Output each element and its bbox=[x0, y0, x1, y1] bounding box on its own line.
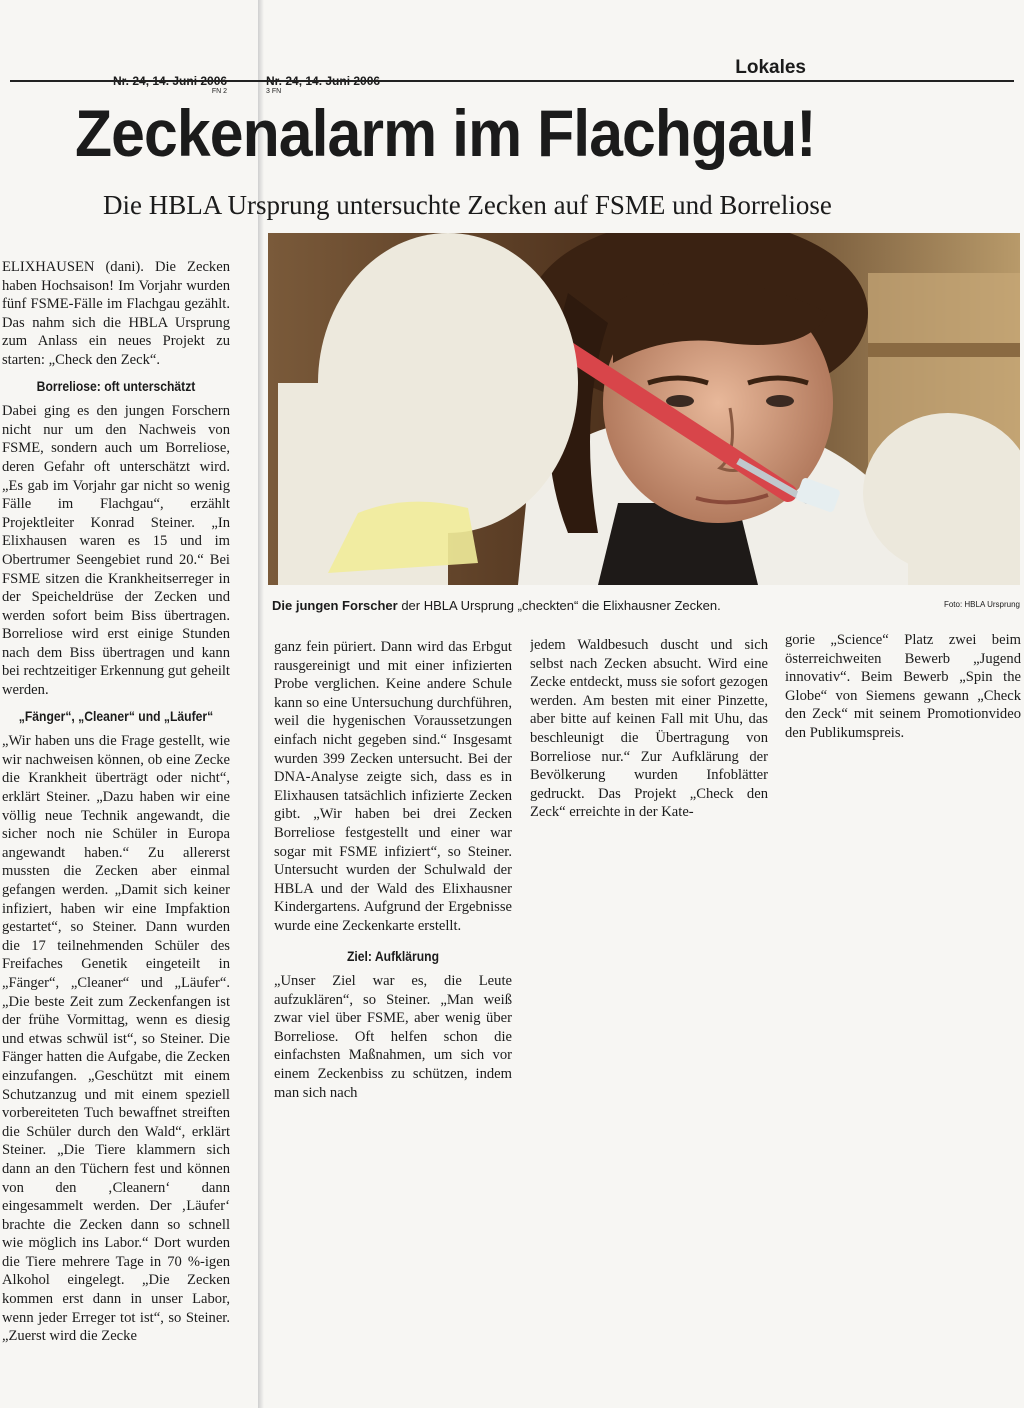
subheading-borreliose: Borreliose: oft unterschätzt bbox=[36, 378, 196, 394]
subheadline: Die HBLA Ursprung untersuchte Zecken auf FSME und Borreliose bbox=[103, 190, 832, 220]
photo-caption bbox=[272, 598, 721, 613]
intro-paragraph: ELIXHAUSEN (dani). Die Zecken haben Hochsaison! Im Vorjahr wurden fünf FSME-Fälle im Flachgau gezählt. Das nahm sich die HBLA Ursprung zum Anlass ein neues Projekt zu starten: „Check den Zeck“. bbox=[2, 259, 230, 368]
header-rule bbox=[10, 80, 1014, 82]
column-1 bbox=[2, 258, 230, 1408]
left-issue-header bbox=[113, 74, 227, 95]
column-3 bbox=[530, 636, 768, 856]
right-page-code: 3 FN bbox=[266, 88, 282, 95]
caption-text: der HBLA Ursprung „checkten“ die Elixhausner Zecken. bbox=[397, 598, 721, 613]
column-4 bbox=[785, 631, 1021, 741]
paragraph-analysis: ganz fein püriert. Dann wird das Erbgut rausgereinigt und mit einer infizierten Probe verglichen. Keine andere Schule kann so eine Untersuchung durchführen, weil die hygenischen Voraussetzungen einfach nicht gegeben sind.“ Insgesamt wurden 399 Zecken untersucht. Bei der DNA-Analyse zeigte sich, dass es in Elixhausen tatsächlich infizierte Zecken gibt. „Wir haben bei drei Zecken Borreliose festgestellt und einer war sogar mit FSME infiziert“, so Steiner. Untersucht wurden der Schulwald der HBLA und der Wald des Elixhausner Kindergartens. Aufgrund der Ergebnisse wurde eine Zeckenkarte erstellt. bbox=[274, 639, 512, 934]
paragraph-borreliose: Dabei ging es den jungen Forschern nicht nur um den Nachweis von FSME, sondern auch um Borreliose, deren Gefahr oft unterschätzt wird. „Es gab im Vorjahr gar nicht so wenig Fälle im Flachgau“, erzählt Projektleiter Konrad Steiner. „In Elixhausen waren es 15 und im Obertrumer Seengebiet rund 20.“ Bei FSME sitzen die Krankheitserreger in der Speicheldrüse der Zecken und werden sofort beim Biss übertragen. Borreliose wird erst einige Stunden nach dem Biss übertragen und kann bei rechtzeitiger Erkennung gut geheilt werden. bbox=[2, 403, 230, 699]
right-issue-header bbox=[266, 74, 380, 95]
subheading-aufklaerung: Ziel: Aufklärung bbox=[346, 948, 440, 964]
researcher-pipette-illustration bbox=[268, 233, 1020, 585]
paragraph-faenger: „Wir haben uns die Frage gestellt, wie wir nachweisen können, ob eine Zecke die Krankheit überträgt oder nicht“, erklärt Steiner. „Dazu haben wir eine völlig neue Technik angewandt, die sicher noch nie Schüler in Europa angewandt haben.“ Zu allererst mussten die Zecken aber einmal gefangen werden. „Damit sich keiner infiziert, haben wir eine Impfaktion gestartet“, so Steiner. Dann wurden die 17 teilnehmenden Schüler des Freifaches Genetik eingeteilt in „Fänger“, „Cleaner“ und „Läufer“. „Die beste Zeit zum Zeckenfangen ist der frühe Vormittag, wenn es diesig und etwas schwül ist“, so Steiner. Die Fänger hatten die Aufgabe, die Zecken einzufangen. „Geschützt mit einem Schutzanzug und mit einem speziell vorbereiteten Tuch bewaffnet streiften die Schüler durch den Wald“, erklärt Steiner. „Die Tiere klammern sich dann an den Tüchern fest und können von den ‚Cleanern‘ dann eingesammelt werden. Der ‚Läufer‘ brachte die Zecken dann so schnell wie möglich ins Labor.“ Dort wurden die Tiere mehrere Tage in 70 %-igen Alkohol eingelegt. „Die Zecken kommen erst dann in unser Labor, wenn jeder Erreger tot ist“, so Steiner. „Zuerst wird die Zecke bbox=[2, 733, 230, 1345]
headline: Zeckenalarm im Flachgau! bbox=[75, 96, 816, 170]
subheading-faenger: „Fänger“, „Cleaner“ und „Läufer“ bbox=[18, 708, 214, 724]
paragraph-awards: gorie „Science“ Platz zwei beim österreichweiten Bewerb „Jugend innovativ“. Beim Bewerb „Spin the Globe“ von Siemens gewann „Check den Zeck“ mit seinem Promotionvideo den Publikumspreis. bbox=[785, 632, 1021, 741]
caption-lead: Die jungen Forscher bbox=[272, 598, 398, 613]
column-2 bbox=[274, 638, 512, 1158]
paragraph-aufklaerung: „Unser Ziel war es, die Leute aufzuklären“, so Steiner. „Man weiß zwar viel über FSME, aber wenig über Borreliose. Oft helfen schon die einfachsten Maßnahmen, um sich vor einem Zeckenbiss zu schützen, indem man sich nach bbox=[274, 973, 512, 1101]
left-page-code: FN 2 bbox=[211, 88, 228, 95]
photo-credit: Foto: HBLA Ursprung bbox=[943, 600, 1020, 609]
article-photo bbox=[268, 233, 1020, 585]
section-label: Lokales bbox=[735, 57, 806, 78]
paragraph-prevention: jedem Waldbesuch duscht und sich selbst nach Zecken absucht. Wird eine Zecke entdeckt, muss sie sofort gezogen werden. Am besten mit einer Pinzette, aber bitte auf keinen Fall mit Uhu, das beschleunigt die Übertragung von Borreliose nur.“ Zur Aufklärung der Bevölkerung wurden Infoblätter gedruckt. Das Projekt „Check den Zeck“ erreichte in der Kate- bbox=[530, 637, 768, 821]
